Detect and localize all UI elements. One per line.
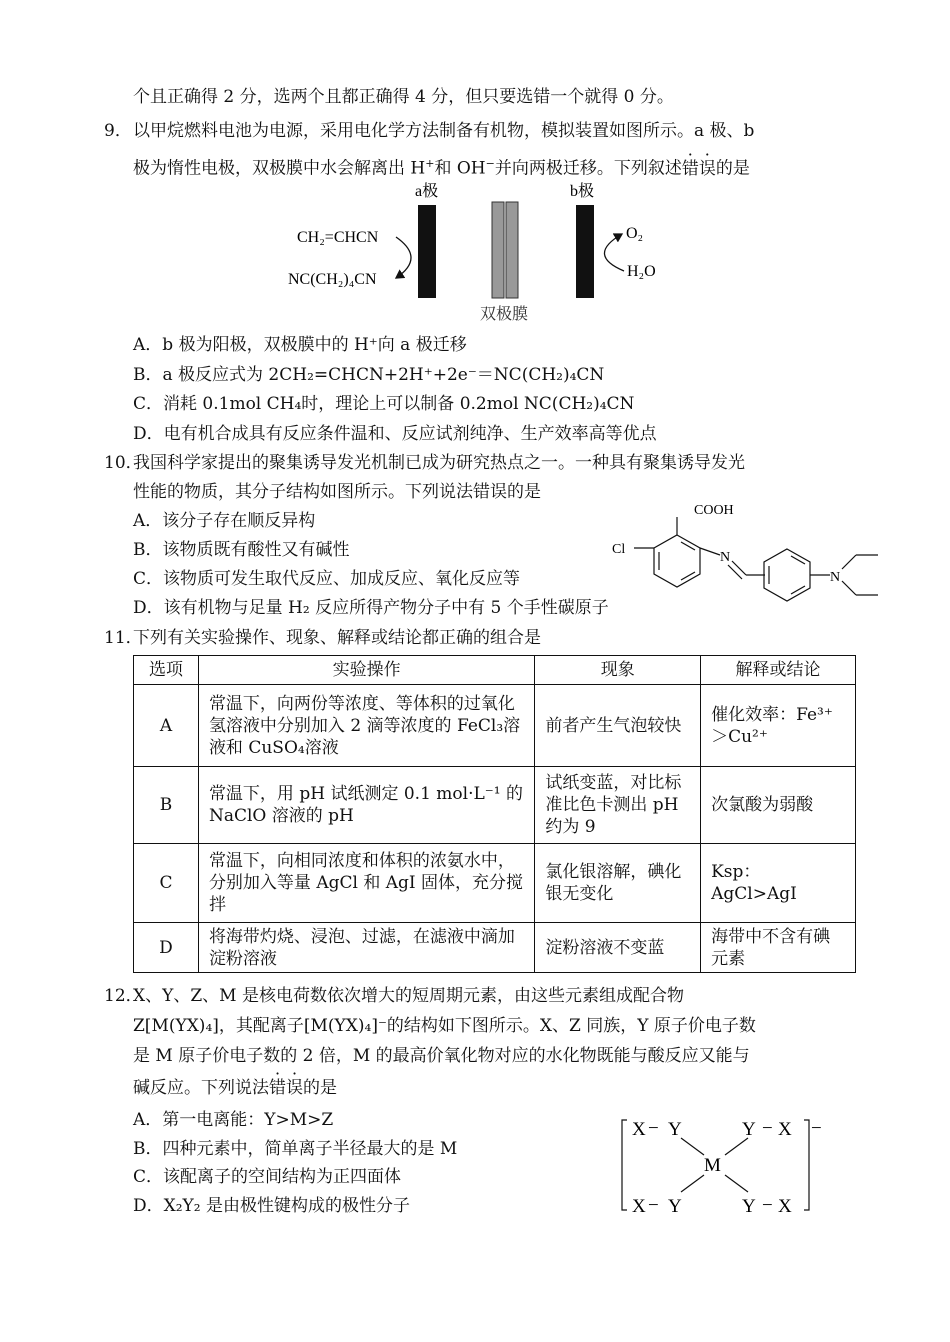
header-conclusion: 解释或结论 — [701, 656, 856, 685]
q12-line2: Z[M(YX)₄]，其配离子[M(YX)₄]⁻的结构如下图所示。X、Z 同族，Y 原子价电子数 — [133, 1016, 756, 1036]
row-conclusion: Ksp：AgCl>AgI — [701, 844, 856, 923]
q9-line1: 以甲烷燃料电池为电源，采用电化学方法制备有机物，模拟装置如图所示。a 极、b — [133, 121, 755, 141]
q12-option-c: C．该配离子的空间结构为正四面体 — [133, 1167, 402, 1187]
bond: − — [762, 1195, 773, 1216]
q12-line1: X、Y、Z、M 是核电荷数依次增大的短周期元素，由这些元素组成配合物 — [133, 986, 684, 1006]
o2-label: O₂ — [626, 225, 644, 242]
atom-y: Y — [668, 1196, 682, 1217]
amine-n-label: N — [830, 570, 841, 585]
ion-charge: − — [811, 1118, 822, 1139]
table-row — [134, 685, 856, 767]
row-phenomenon: 前者产生气泡较快 — [535, 685, 701, 767]
molecule-structure — [608, 497, 883, 609]
q11-number: 11． — [104, 628, 143, 648]
header-operation: 实验操作 — [198, 656, 534, 685]
q10-option-d: D．该有机物与足量 H₂ 反应所得产物分子中有 5 个手性碳原子 — [133, 598, 609, 618]
q12-option-a: A．第一电离能：Y>M>Z — [133, 1110, 334, 1130]
row-option: D — [134, 923, 199, 973]
b-reaction-arrow — [604, 234, 624, 271]
q9-option-b: B．a 极反应式为 2CH₂=CHCN+2H⁺+2e⁻＝NC(CH₂)₄CN — [133, 365, 605, 385]
row-operation: 将海带灼烧、浸泡、过滤，在滤液中滴加淀粉溶液 — [198, 923, 534, 973]
a-electrode — [418, 205, 436, 298]
a-electrode-label: a极 — [415, 183, 439, 200]
q11-line1: 下列有关实验操作、现象、解释或结论都正确的组合是 — [133, 628, 541, 648]
emphasis-dot: 误 — [698, 158, 716, 179]
imine-n-label: N — [720, 550, 731, 565]
right-bracket — [804, 1120, 809, 1210]
q12-option-d: D．X₂Y₂ 是由极性键构成的极性分子 — [133, 1196, 410, 1216]
emphasis-dot: 错 — [681, 158, 699, 179]
q10-line1: 我国科学家提出的聚集诱导发光机制已成为研究热点之一。一种具有聚集诱导发光 — [133, 453, 745, 473]
header-phenomenon: 现象 — [535, 656, 701, 685]
row-phenomenon: 淀粉溶液不变蓝 — [535, 923, 701, 973]
atom-x: X — [632, 1196, 646, 1217]
q12-line3: 是 M 原子价电子数的 2 倍，M 的最高价氧化物对应的水化物既能与酸反应又能与 — [133, 1046, 750, 1066]
atom-x: X — [632, 1119, 646, 1140]
row-conclusion: 次氯酸为弱酸 — [701, 767, 856, 844]
atom-x: X — [778, 1119, 792, 1140]
cooh-label: COOH — [694, 503, 734, 518]
table-header-row — [134, 656, 856, 685]
atom-m: M — [704, 1155, 721, 1176]
row-option: C — [134, 844, 199, 923]
atom-y: Y — [668, 1119, 682, 1140]
q12-number: 12． — [104, 986, 143, 1006]
b-electrode-label: b极 — [570, 183, 595, 200]
table-row — [134, 844, 856, 923]
q10-option-c: C．该物质可发生取代反应、加成反应、氧化反应等 — [133, 569, 521, 589]
row-operation: 常温下，用 pH 试纸测定 0.1 mol·L⁻¹ 的 NaClO 溶液的 pH — [198, 767, 534, 844]
emphasis-dot: 错 — [269, 1078, 286, 1098]
q9-option-c: C．消耗 0.1mol CH₄时，理论上可以制备 0.2mol NC(CH₂)₄CN — [133, 394, 635, 414]
q10-option-a: A．该分子存在顺反异构 — [133, 511, 316, 531]
row-conclusion: 海带中不含有碘元素 — [701, 923, 856, 973]
q9-option-d: D．电有机合成具有反应条件温和、反应试剂纯净、生产效率高等优点 — [133, 424, 657, 444]
h2o-label: H₂O — [627, 263, 656, 280]
left-bracket — [622, 1120, 627, 1210]
bond: − — [762, 1118, 773, 1139]
benzene-ring-2 — [764, 549, 810, 601]
row-operation: 常温下，向相同浓度和体积的浓氨水中，分别加入等量 AgCl 和 AgI 固体，充分搅拌 — [198, 844, 534, 923]
q10-number: 10． — [104, 453, 143, 473]
row-option: B — [134, 767, 199, 844]
q12-option-b: B．四种元素中，简单离子半径最大的是 M — [133, 1139, 458, 1159]
bond: − — [648, 1118, 659, 1139]
q12-line4: 碱反应。下列说法错误的是 — [133, 1078, 337, 1098]
row-operation: 常温下，向两份等浓度、等体积的过氧化氢溶液中分别加入 2 滴等浓度的 FeCl₃溶液和 CuSO₄溶液 — [198, 685, 534, 767]
membrane-label: 双极膜 — [480, 306, 529, 323]
electrolysis-diagram — [280, 180, 700, 330]
atom-y: Y — [742, 1119, 756, 1140]
header-option: 选项 — [134, 656, 199, 685]
row-phenomenon: 试纸变蓝，对比标准比色卡测出 pH 约为 9 — [535, 767, 701, 844]
row-conclusion: 催化效率：Fe³⁺＞Cu²⁺ — [701, 685, 856, 767]
benzene-ring-1 — [654, 535, 700, 587]
row-phenomenon: 氯化银溶解，碘化银无变化 — [535, 844, 701, 923]
table-row — [134, 923, 856, 973]
q10-option-b: B．该物质既有酸性又有碱性 — [133, 540, 350, 560]
membrane-left — [492, 202, 504, 298]
cl-label: Cl — [612, 542, 626, 557]
product-label: NC(CH₂)₄CN — [288, 271, 377, 288]
intro-line: 个且正确得 2 分，选两个且都正确得 4 分，但只要选错一个就得 0 分。 — [133, 87, 674, 107]
table-row — [134, 767, 856, 844]
reactant-label: CH₂=CHCN — [297, 229, 379, 246]
emphasis-dot: 误 — [286, 1078, 303, 1098]
b-electrode — [576, 205, 594, 298]
experiment-table — [133, 655, 856, 973]
q9-number: 9． — [104, 121, 132, 141]
q9-option-a: A．b 极为阳极，双极膜中的 H⁺向 a 极迁移 — [133, 335, 467, 355]
bond: − — [648, 1195, 659, 1216]
membrane-right — [506, 202, 518, 298]
q9-line2: 极为惰性电极，双极膜中水会解离出 H+和 OH−并向两极迁移。下列叙述错误的是 — [133, 157, 750, 179]
complex-ion-structure — [618, 1110, 833, 1220]
q10-line2: 性能的物质，其分子结构如图所示。下列说法错误的是 — [133, 482, 541, 502]
row-option: A — [134, 685, 199, 767]
atom-x: X — [778, 1196, 792, 1217]
atom-y: Y — [742, 1196, 756, 1217]
a-reaction-arrow — [396, 237, 411, 278]
